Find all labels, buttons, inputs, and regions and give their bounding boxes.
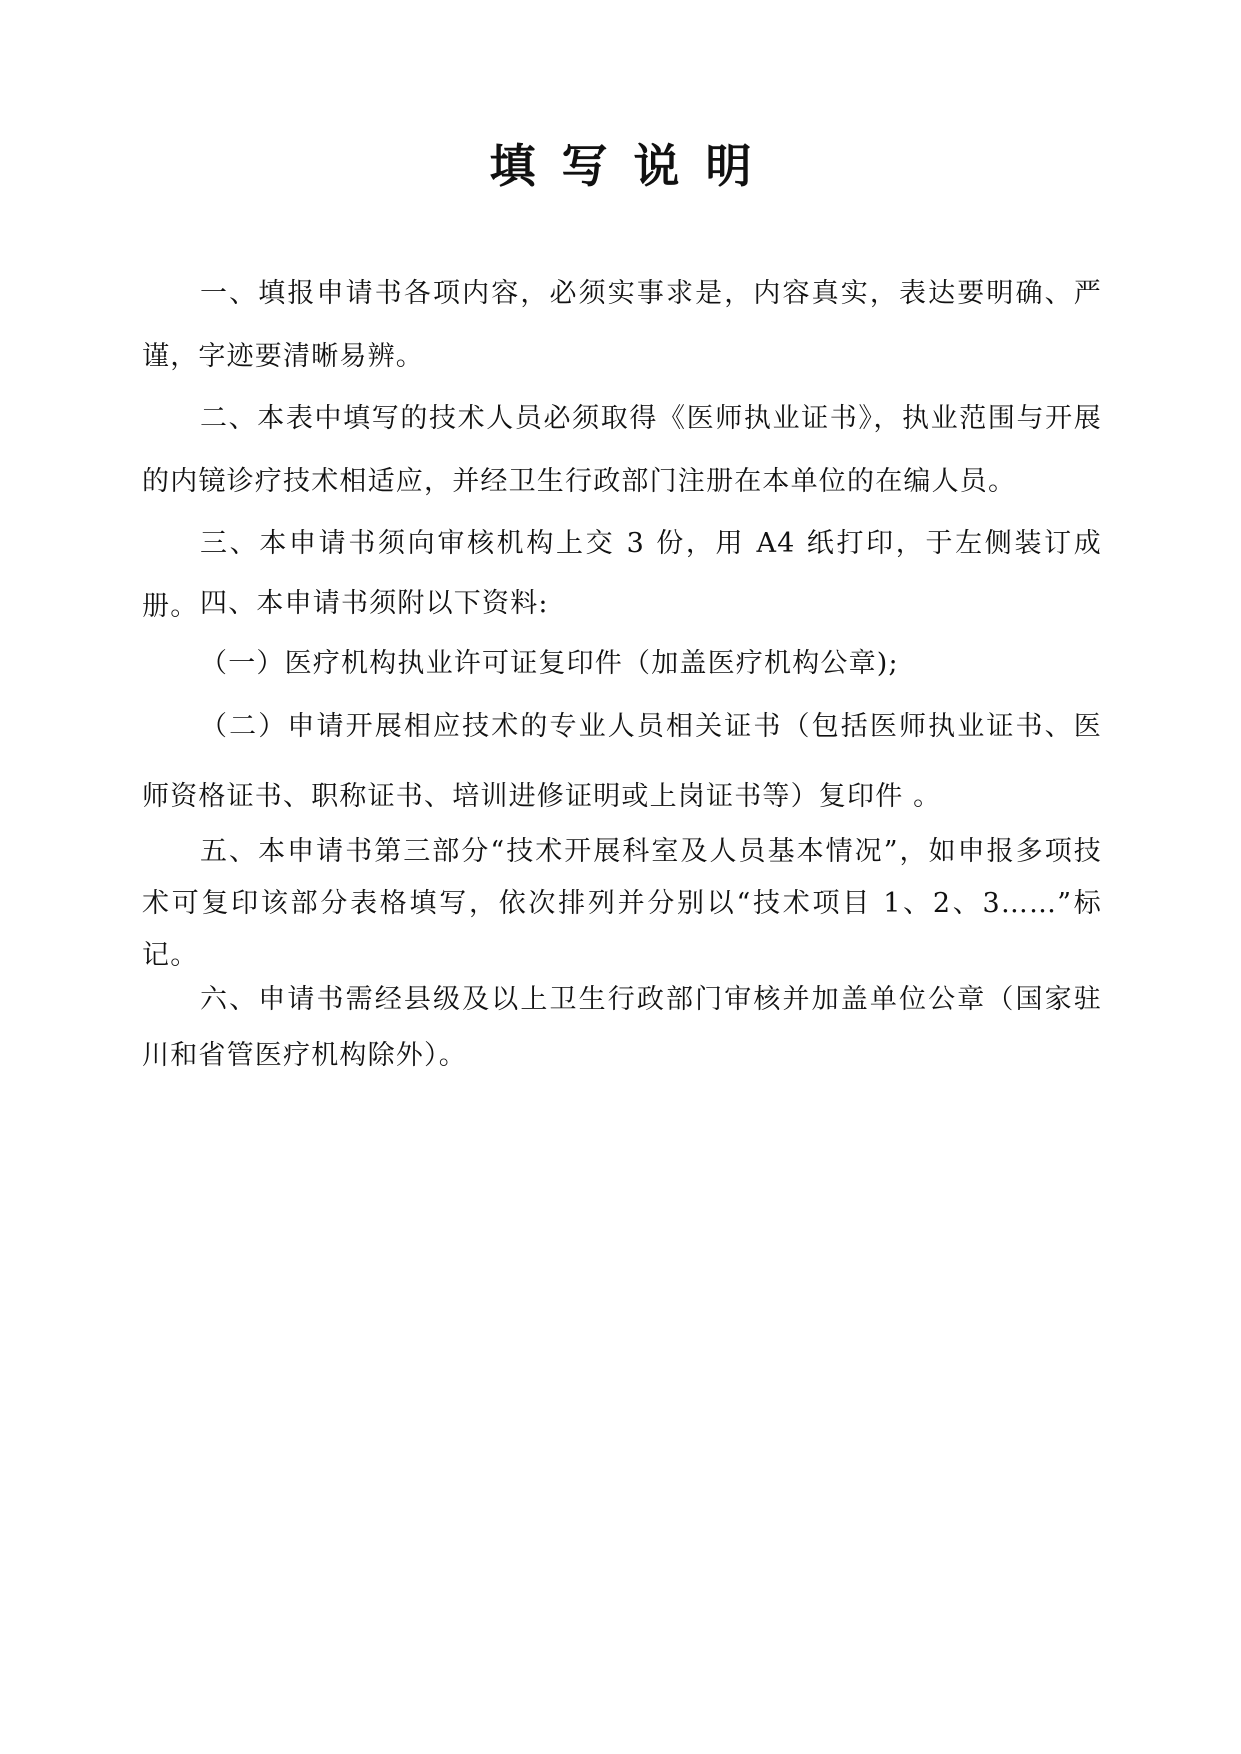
attachment-item-1 <box>142 632 1102 695</box>
paragraph-text: 三、本申请书须向审核机构上交 3 份，用 A4 纸打印，于左侧装订成册。 <box>142 528 1102 622</box>
paragraph-text: （一）医疗机构执业许可证复印件（加盖医疗机构公章); <box>200 648 899 679</box>
paragraph-text: 二、本表中填写的技术人员必须取得《医师执业证书》，执业范围与开展的内镜诊疗技术相适应，并经卫生行政部门注册在本单位的在编人员。 <box>142 403 1102 497</box>
instruction-paragraph-1 <box>142 262 1102 388</box>
instruction-paragraph-2 <box>142 387 1102 513</box>
paragraph-text: 六、申请书需经县级及以上卫生行政部门审核并加盖单位公章（国家驻川和省管医疗机构除外）。 <box>142 984 1102 1071</box>
instruction-paragraph-6 <box>142 972 1102 1084</box>
page-title: 填写说明 <box>489 139 778 193</box>
paragraph-text: 一、填报申请书各项内容，必须实事求是，内容真实，表达要明确、严谨，字迹要清晰易辨。 <box>142 278 1102 372</box>
paragraph-text: 五、本申请书第三部分“技术开展科室及人员基本情况”，如申报多项技术可复印该部分表格填写，依次排列并分别以“技术项目 1、2、3……”标记。 <box>142 836 1102 971</box>
paragraph-text: （二）申请开展相应技术的专业人员相关证书（包括医师执业证书、医师资格证书、职称证书、培训进修证明或上岗证书等）复印件 。 <box>142 711 1102 812</box>
instruction-paragraph-4 <box>142 572 1102 635</box>
attachment-item-2 <box>142 692 1102 832</box>
instruction-paragraph-5 <box>142 826 1102 982</box>
paragraph-text: 四、本申请书须附以下资料: <box>200 588 549 619</box>
